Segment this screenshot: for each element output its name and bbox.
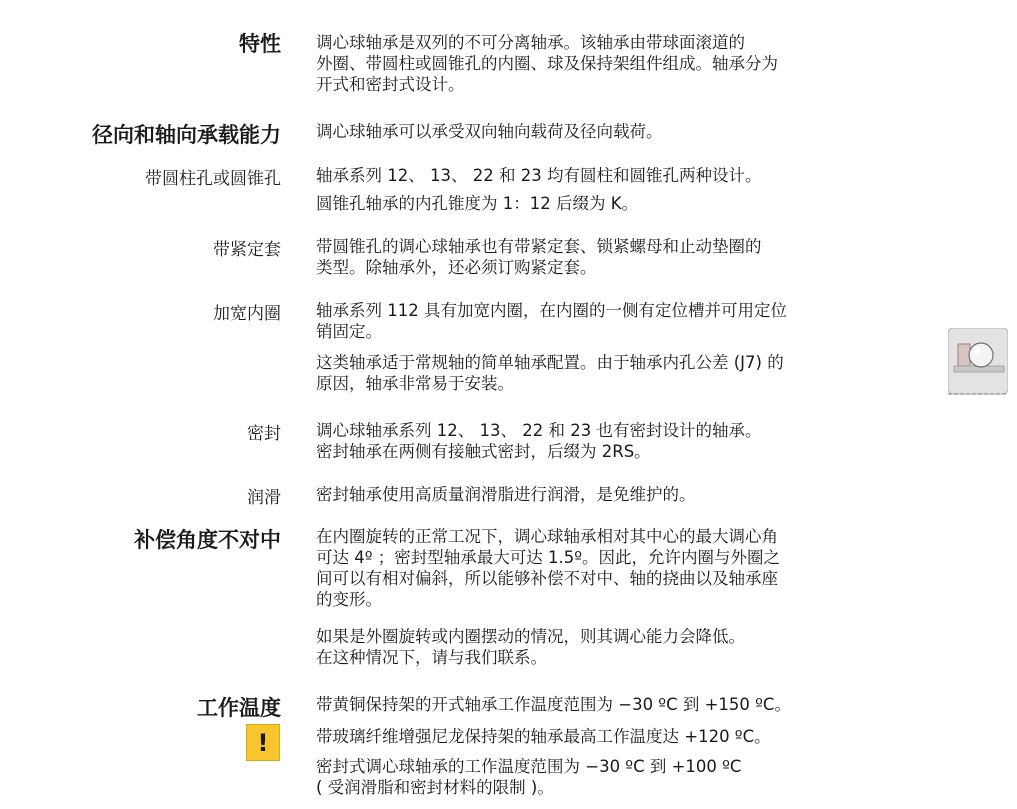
text-line: 密封轴承使用高质量润滑脂进行润滑，是免维护的。: [316, 485, 696, 504]
paragraph-misalignment-1: [316, 526, 916, 610]
text-line: 外圈、带圆柱或圆锥孔的内圈、球及保持架组件组成。轴承分为: [316, 54, 778, 73]
text-line: 开式和密封式设计。: [316, 75, 465, 94]
paragraph-seals: [316, 420, 916, 462]
paragraph-wide-inner-ring-2: [316, 352, 916, 394]
heading-load-capacity: 径向和轴向承载能力: [92, 123, 281, 147]
text-line: 调心球轴承是双列的不可分离轴承。该轴承由带球面滚道的: [316, 33, 745, 52]
warning-icon: [246, 724, 280, 761]
text-line: 在这种情况下，请与我们联系。: [316, 648, 547, 667]
paragraph-temperature-3: [316, 756, 916, 798]
paragraph-features: [316, 32, 916, 95]
text-line: 如果是外圈旋转或内圈摆动的情况，则其调心能力会降低。: [316, 627, 745, 646]
bearing-section-icon: [948, 328, 1008, 396]
text-line: 带玻璃纤维增强尼龙保持架的轴承最高工作温度达 +120 ºC。: [316, 727, 771, 746]
text-line: 调心球轴承可以承受双向轴向载荷及径向载荷。: [316, 122, 663, 141]
heading-bore-type: 带圆柱孔或圆锥孔: [145, 169, 281, 189]
text-line: 原因，轴承非常易于安装。: [316, 374, 514, 393]
heading-lubrication: 润滑: [247, 488, 281, 508]
text-line: 调心球轴承系列 12、 13、 22 和 23 也有密封设计的轴承。: [316, 421, 762, 440]
paragraph-adapter-sleeve: [316, 236, 916, 278]
heading-wide-inner-ring: 加宽内圈: [213, 304, 281, 324]
text-line: 轴承系列 112 具有加宽内圈，在内圈的一侧有定位槽并可用定位: [316, 301, 787, 320]
text-line: 这类轴承适于常规轴的简单轴承配置。由于轴承内孔公差 (J7) 的: [316, 353, 784, 372]
paragraph-misalignment-2: [316, 626, 916, 668]
paragraph-load-capacity: [316, 121, 916, 142]
warning-glyph: !: [257, 728, 269, 757]
text-line: 圆锥孔轴承的内孔锥度为 1：12 后缀为 K。: [316, 194, 639, 213]
text-line: ( 受润滑脂和密封材料的限制 )。: [316, 778, 554, 797]
paragraph-temperature-1: [316, 694, 916, 715]
text-line: 轴承系列 12、 13、 22 和 23 均有圆柱和圆锥孔两种设计。: [316, 166, 762, 185]
text-line: 销固定。: [316, 322, 382, 341]
text-line: 的变形。: [316, 590, 382, 609]
text-line: 密封式调心球轴承的工作温度范围为 −30 ºC 到 +100 ºC: [316, 757, 742, 776]
paragraph-temperature-2: [316, 726, 916, 747]
heading-operating-temperature: 工作温度: [197, 696, 281, 720]
paragraph-bore-type-1: [316, 165, 916, 186]
paragraph-bore-type-2: [316, 193, 916, 214]
text-line: 带黄铜保持架的开式轴承工作温度范围为 −30 ºC 到 +150 ºC。: [316, 695, 791, 714]
heading-features: 特性: [239, 32, 281, 56]
paragraph-wide-inner-ring-1: [316, 300, 916, 342]
text-line: 密封轴承在两侧有接触式密封，后缀为 2RS。: [316, 442, 651, 461]
text-line: 在内圈旋转的正常工况下，调心球轴承相对其中心的最大调心角: [316, 527, 778, 546]
heading-misalignment: 补偿角度不对中: [134, 528, 281, 552]
text-line: 间可以有相对偏斜，所以能够补偿不对中、轴的挠曲以及轴承座: [316, 569, 778, 588]
text-line: 带圆锥孔的调心球轴承也有带紧定套、锁紧螺母和止动垫圈的: [316, 237, 762, 256]
paragraph-lubrication: [316, 484, 916, 505]
text-line: 类型。除轴承外，还必须订购紧定套。: [316, 258, 597, 277]
heading-seals: 密封: [247, 424, 281, 444]
heading-adapter-sleeve: 带紧定套: [213, 240, 281, 260]
text-line: 可达 4º ；密封型轴承最大可达 1.5º。因此，允许内圈与外圈之: [316, 548, 781, 567]
